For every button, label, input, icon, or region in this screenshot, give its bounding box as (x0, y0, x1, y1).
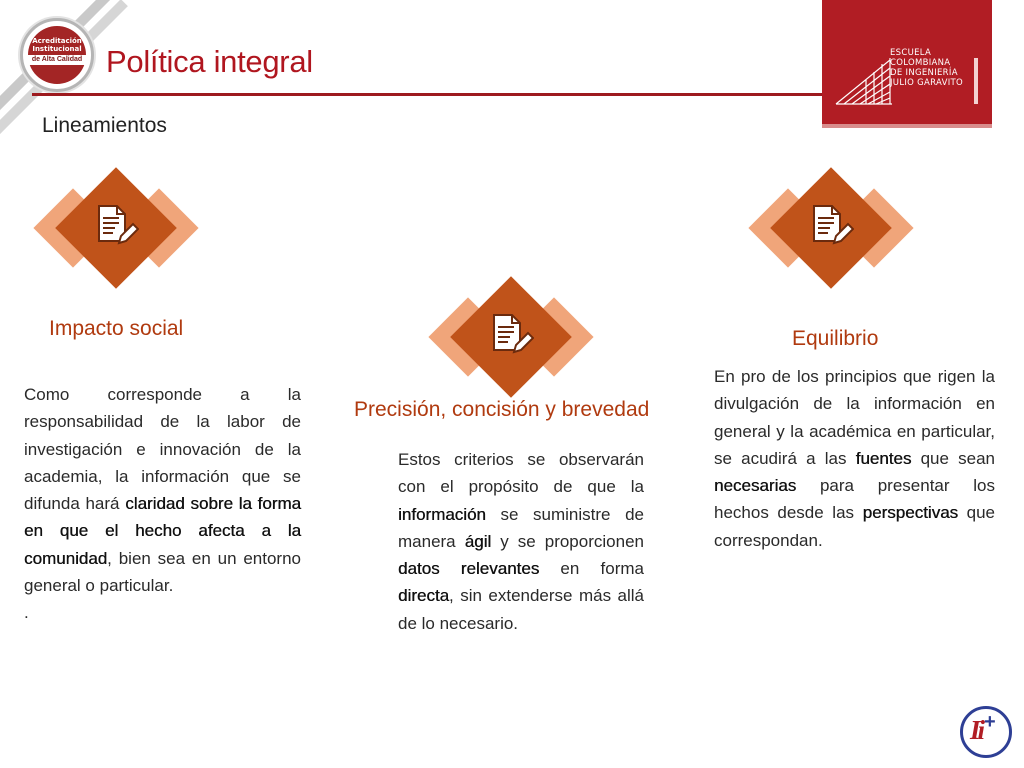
text-run: que correspondan. (714, 503, 995, 550)
text-run: En pro de los principios que rigen la divulgación de la información en general y la académica en particular, se acudirá a las (714, 367, 995, 468)
institution-name (890, 48, 963, 88)
accreditation-seal-inner (28, 26, 86, 84)
brand-mark-logo (960, 706, 1012, 758)
institution-name-line: ESCUELA (890, 48, 932, 58)
institution-logo (822, 0, 992, 128)
text-run-bold: datos relevantes (398, 559, 540, 579)
text-run-bold: necesarias (714, 476, 797, 496)
text-run: en forma (539, 559, 645, 579)
trailing-period: . (24, 603, 29, 623)
text-run: que sean (911, 448, 995, 468)
text-run-bold: directa (398, 586, 450, 606)
brand-mark-plus: + (984, 711, 996, 733)
text-run: para presentar los hechos desde las (714, 476, 995, 523)
logo-bottom-band (822, 124, 992, 128)
logo-building-icon (834, 40, 894, 110)
heading-equilibrio: Equilibrio (792, 327, 879, 350)
institution-name-line: COLOMBIANA (890, 58, 951, 68)
text-run-bold: fuentes (855, 448, 912, 468)
seal-line-1: Acreditación (32, 37, 82, 45)
text-run-bold: perspectivas (862, 503, 959, 523)
text-run: se suministre de manera (398, 504, 644, 551)
text-run: y se proporcionen (491, 531, 644, 551)
brand-mark-letters: Ii (970, 715, 983, 745)
diamond-equilibrio (746, 163, 916, 293)
section-subtitle: Lineamientos (42, 114, 167, 137)
institution-name-line: JULIO GARAVITO (890, 78, 964, 88)
text-run: Estos criterios se observarán con el propósito de que la (398, 450, 644, 497)
paragraph-impacto-social (24, 381, 301, 627)
document-edit-icon (93, 203, 139, 249)
text-run-bold: información (398, 504, 486, 524)
title-divider (32, 93, 824, 96)
paragraph-equilibrio (714, 363, 995, 554)
heading-impacto-social: Impacto social (49, 317, 184, 340)
seal-line-3: de Alta Calidad (28, 55, 86, 65)
document-edit-icon (808, 203, 854, 249)
text-run: Como corresponde a la responsabilidad de la labor de investigación e innovación de la academia, la información que se difunda hará (24, 385, 301, 514)
paragraph-precision (398, 446, 644, 637)
accreditation-seal (20, 18, 94, 92)
text-run-bold: claridad sobre la forma en que el hecho afecta a la comunidad (24, 494, 301, 568)
seal-line-2: Institucional (32, 45, 82, 53)
heading-precision: Precisión, concisión y brevedad (354, 398, 650, 421)
document-edit-icon (488, 312, 534, 358)
logo-vertical-mark (972, 58, 980, 104)
text-run-bold: ágil (464, 531, 492, 551)
page-title: Política integral (106, 44, 313, 79)
text-run: , bien sea en un entorno general o particular. (24, 548, 301, 596)
text-run: , sin extenderse más allá de lo necesario. (398, 586, 644, 633)
institution-name-line: DE INGENIERÍA (890, 68, 958, 78)
diamond-impacto (31, 163, 201, 293)
diamond-precision (426, 272, 596, 402)
